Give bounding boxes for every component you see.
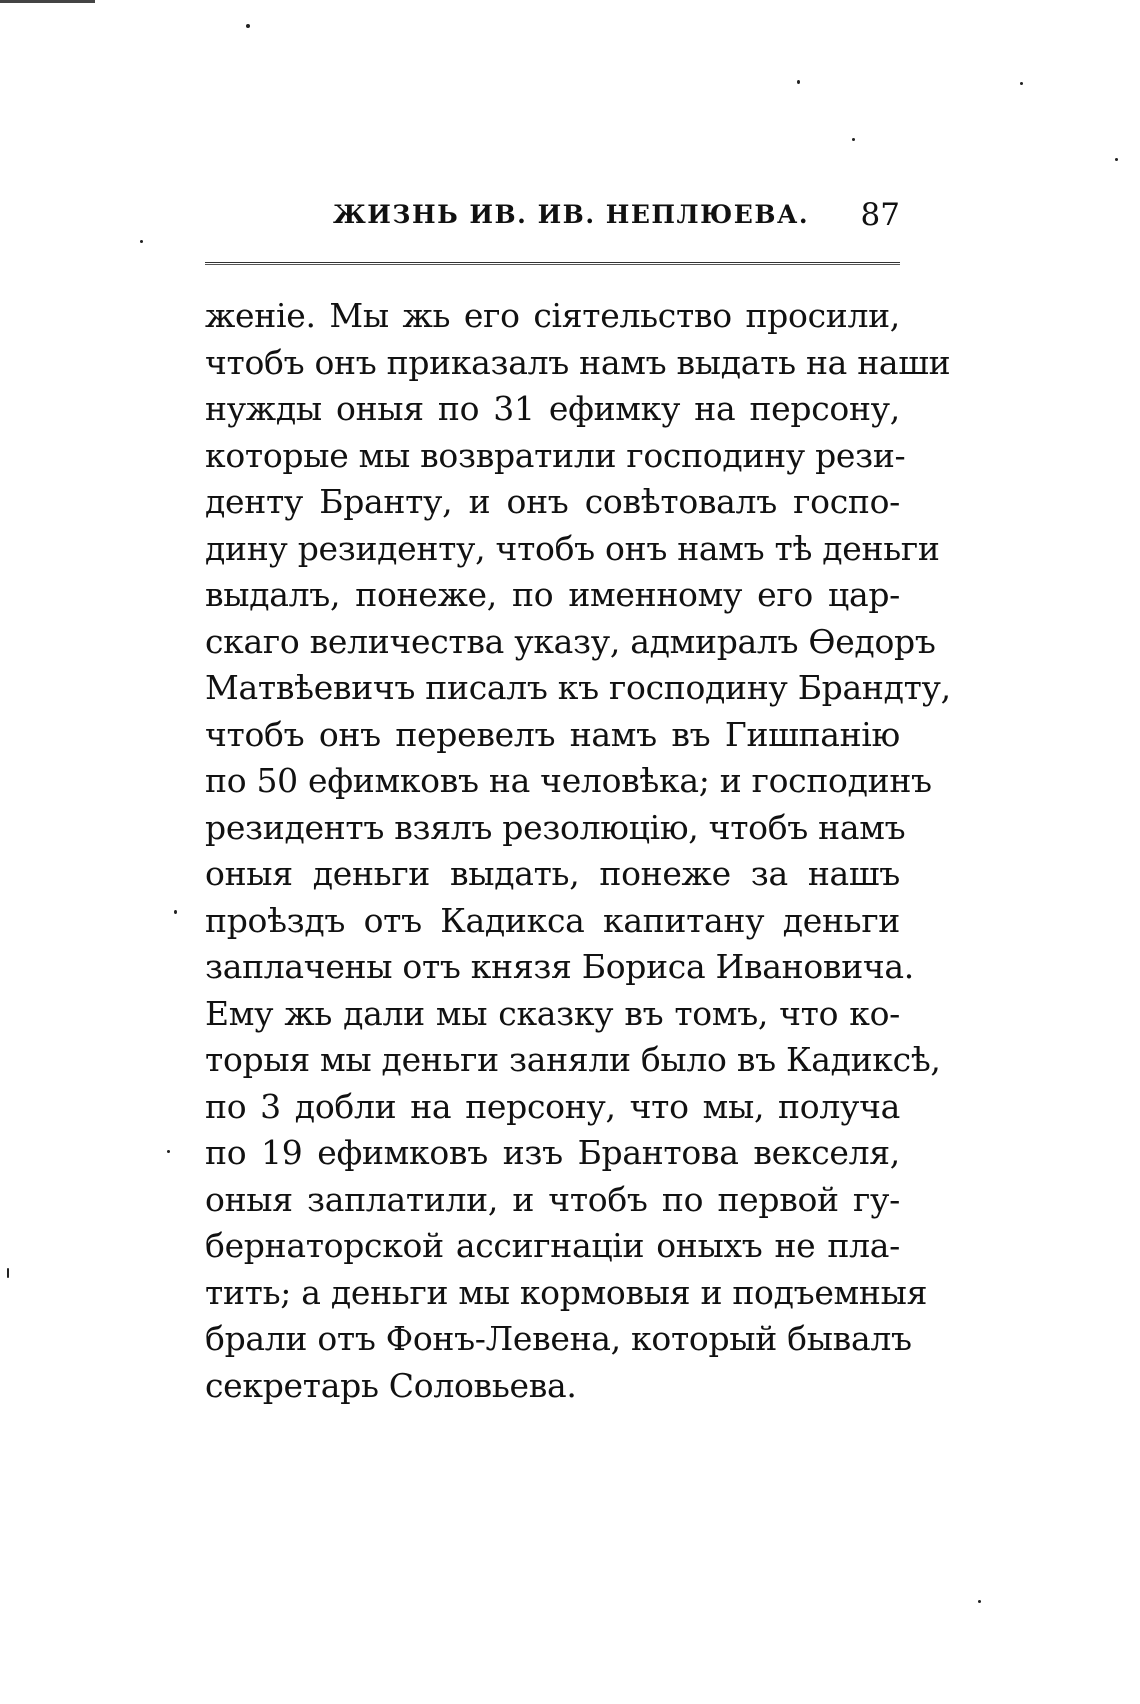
text-line-last: секретарь Соловьева. [205,1365,577,1405]
text-line: по 50 ефимковъ на человѣка; и господинъ [205,761,932,800]
scan-speck [1115,158,1118,161]
text-line: проѣздъ отъ Кадикса капитану деньги [205,900,900,940]
body-text [205,293,951,1409]
text-line: тить; а деньги мы кормовыя и подъемныя [205,1272,928,1312]
scan-speck [797,80,800,84]
page-number: 87 [860,197,900,233]
text-line: чтобъ онъ приказалъ намъ выдать на наши [205,342,951,382]
scan-speck [978,1600,981,1603]
text-line: которые мы возвратили господину рези- [205,435,906,475]
text-line: по 3 добли на персону, что мы, получа [205,1086,900,1126]
text-line: резидентъ взялъ резолюцію, чтобъ намъ [205,807,906,847]
scan-speck [174,910,177,914]
text-line: нужды оныя по 31 ефимку на персону, [205,389,900,428]
text-line: бернаторской ассигнаціи оныхъ не пла- [205,1226,900,1265]
text-line: Ему жь дали мы сказку въ томъ, что ко- [205,993,900,1033]
scan-speck [7,1268,9,1278]
text-line: женіе. Мы жь его сіятельство просили, [205,296,900,335]
text-line: оныя заплатили, и чтобъ по первой гу- [205,1179,900,1219]
text-line: скаго величества указу, адмиралъ Ѳедоръ [205,621,936,661]
page-header [205,197,900,244]
scan-speck [140,240,143,243]
text-line: торыя мы деньги заняли было въ Кадиксѣ, [205,1040,941,1079]
scan-speck [852,138,855,141]
header-rule [205,262,900,265]
text-line: выдалъ, понеже, по именному его цар- [205,575,900,614]
text-line: чтобъ онъ перевелъ намъ въ Гишпанію [205,714,900,754]
text-line: по 19 ефимковъ изъ Брантова векселя, [205,1133,900,1172]
text-line: дину резиденту, чтобъ онъ намъ тѣ деньги [205,528,940,568]
text-line: Матвѣевичъ писалъ къ господину Брандту, [205,668,951,707]
scan-speck [246,24,250,28]
text-line: заплачены отъ князя Бориса Ивановича. [205,947,914,986]
text-line: оныя деньги выдать, понеже за нашъ [205,854,900,893]
text-line: денту Бранту, и онъ совѣтовалъ госпо- [205,482,900,521]
running-head: ЖИЗНЬ ИВ. ИВ. НЕПЛЮЕВА. [333,200,810,229]
scan-edge-mark [0,0,95,3]
text-line: брали отъ Фонъ-Левена, который бывалъ [205,1319,912,1358]
scan-speck [167,1150,170,1153]
scan-speck [1020,82,1023,85]
